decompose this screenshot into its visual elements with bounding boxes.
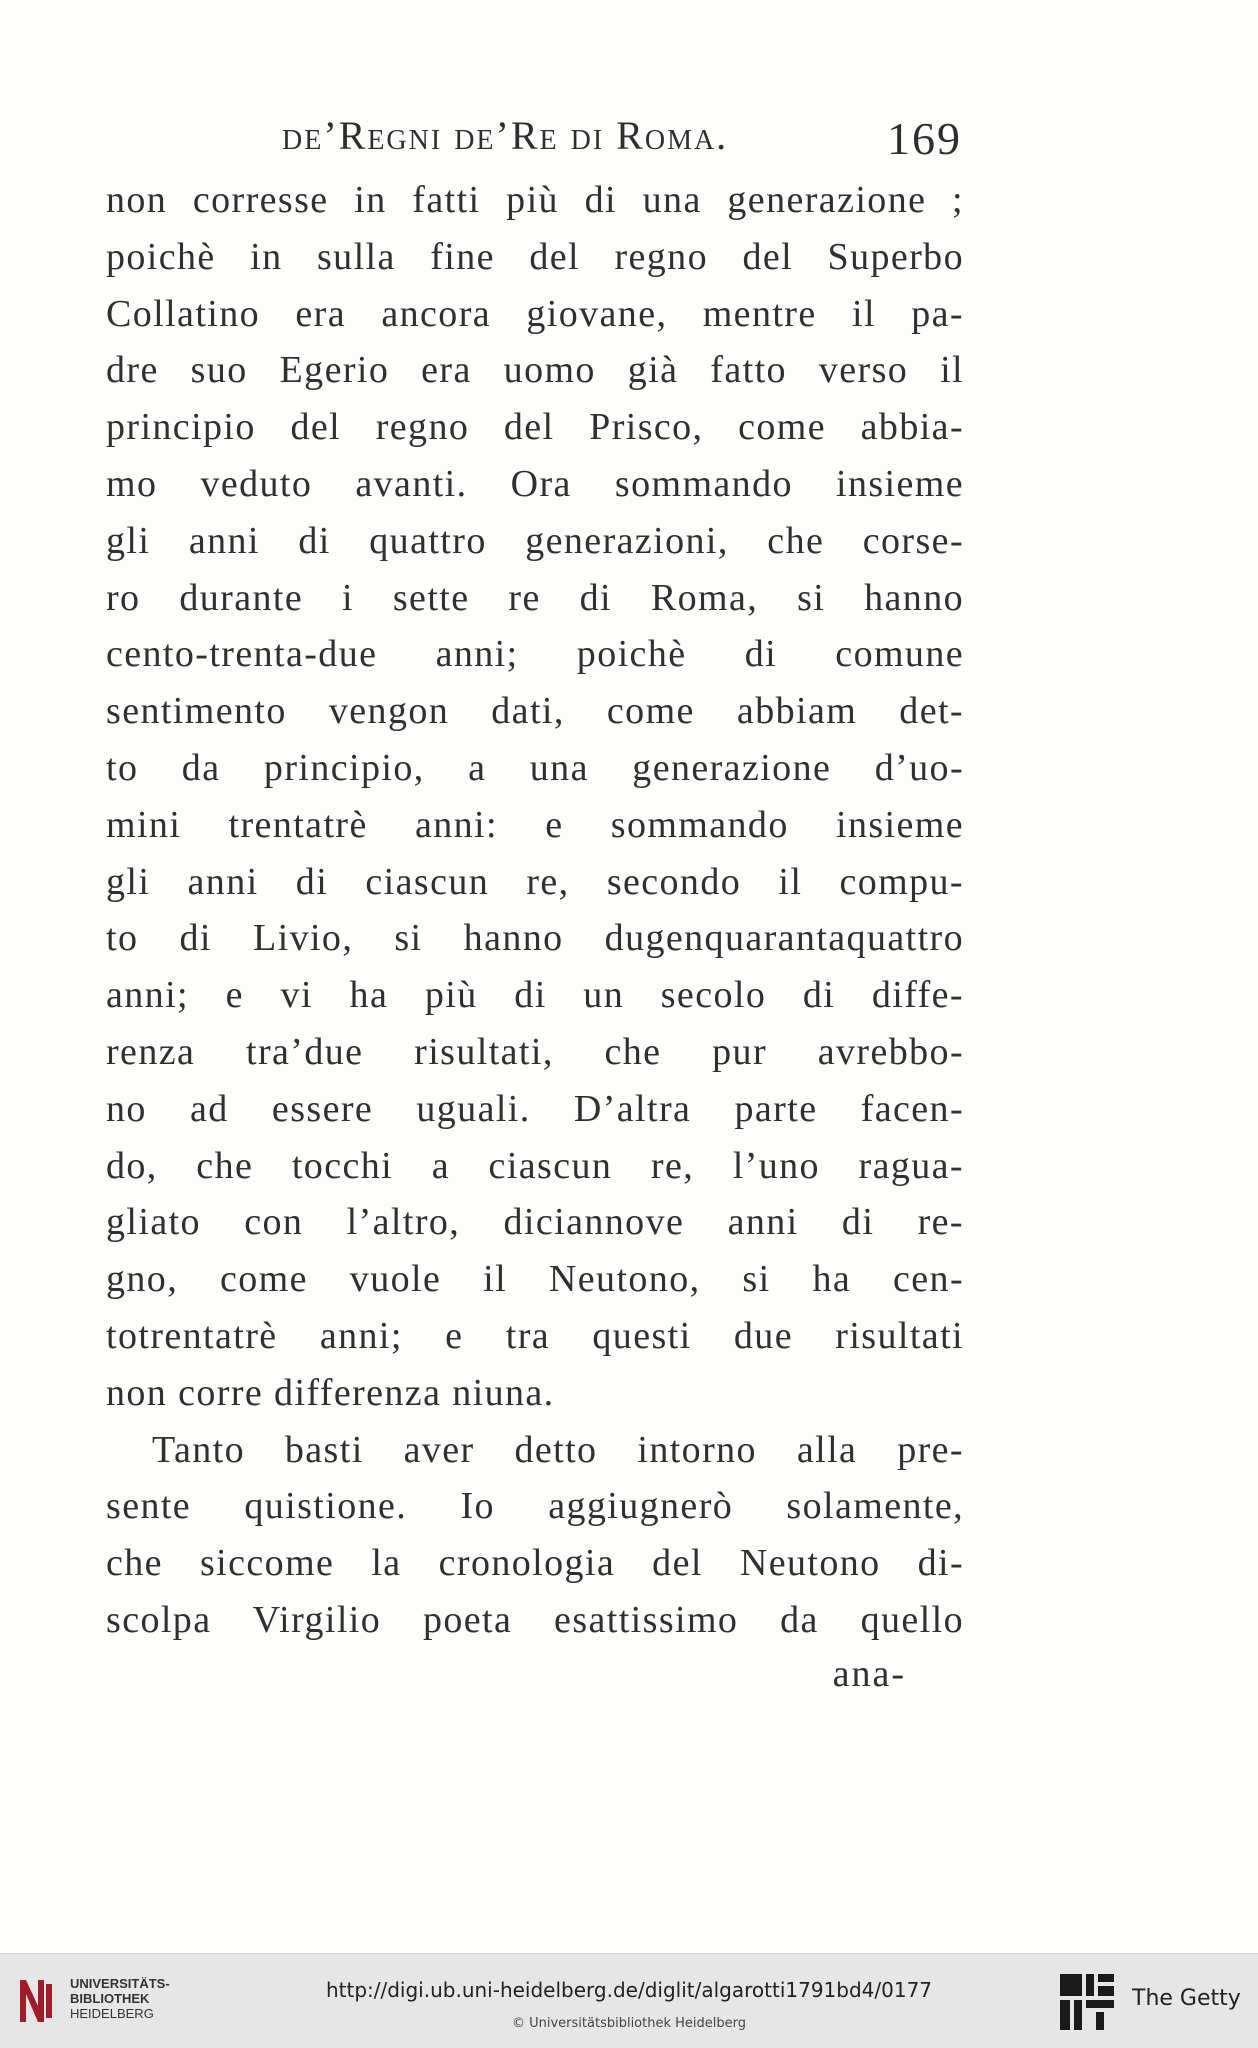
copyright-notice: © Universitätsbibliothek Heidelberg [511, 2016, 746, 2031]
library-name-line: UNIVERSITÄTS- [70, 1976, 170, 1991]
text-line: dre suo Egerio era uomo già fatto verso il [106, 349, 964, 392]
text-line: no ad essere uguali. D’altra parte facen- [106, 1087, 964, 1130]
running-head [282, 112, 962, 162]
text-line: principio del regno del Prisco, come abbia- [106, 406, 964, 449]
getty-logo-icon [1058, 1972, 1116, 2034]
running-head-title: de’Regni de’Re di Roma. [282, 113, 729, 158]
text-line: gli anni di quattro generazioni, che corse- [106, 519, 964, 562]
text-line: poichè in sulla fine del regno del Superbo [106, 235, 964, 278]
text-line: gno, come vuole il Neutono, si ha cen- [106, 1258, 964, 1301]
text-line: Collatino era ancora giovane, mentre il pa- [106, 292, 964, 335]
text-line: che siccome la cronologia del Neutono di- [106, 1542, 964, 1585]
permalink-url[interactable]: http://digi.ub.uni-heidelberg.de/diglit/algarotti1791bd4/0177 [325, 1978, 933, 2002]
footer-bar [0, 1953, 1258, 2048]
body-text [106, 172, 964, 1649]
catchword: ana- [832, 1653, 906, 1695]
text-line: gliato con l’altro, diciannove anni di re- [106, 1201, 964, 1244]
text-line: to da principio, a una generazione d’uo- [106, 746, 964, 789]
library-name-line: BIBLIOTHEK [70, 1991, 150, 2006]
getty-name: The Getty [1132, 1986, 1241, 2011]
text-line: do, che tocchi a ciascun re, l’uno ragua- [106, 1144, 964, 1187]
text-line: cento-trenta-due anni; poichè di comune [106, 633, 964, 676]
text-line: gli anni di ciascun re, secondo il compu- [106, 860, 964, 903]
text-line: totrentatrè anni; e tra questi due risultati [106, 1314, 964, 1357]
text-line: mini trentatrè anni: e sommando insieme [106, 803, 964, 846]
text-line: scolpa Virgilio poeta esattissimo da quello [106, 1598, 964, 1641]
text-line: sente quistione. Io aggiugnerò solamente, [106, 1485, 964, 1528]
text-line: renza tra’due risultati, che pur avrebbo- [106, 1030, 964, 1073]
text-line: ro durante i sette re di Roma, si hanno [106, 576, 964, 619]
page-number: 169 [887, 113, 962, 164]
text-line: anni; e vi ha più di un secolo di diffe- [106, 974, 964, 1017]
text-line: non corre differenza niuna. [106, 1371, 555, 1414]
text-line: to di Livio, si hanno dugenquarantaquattro [106, 917, 964, 960]
text-line: non corresse in fatti più di una generazione ; [106, 179, 964, 221]
text-line: Tanto basti aver detto intorno alla pre- [152, 1428, 964, 1471]
text-line: mo veduto avanti. Ora sommando insieme [106, 462, 964, 505]
text-line: sentimento vengon dati, come abbiam det- [106, 690, 964, 733]
library-name-line: HEIDELBERG [70, 2006, 154, 2021]
